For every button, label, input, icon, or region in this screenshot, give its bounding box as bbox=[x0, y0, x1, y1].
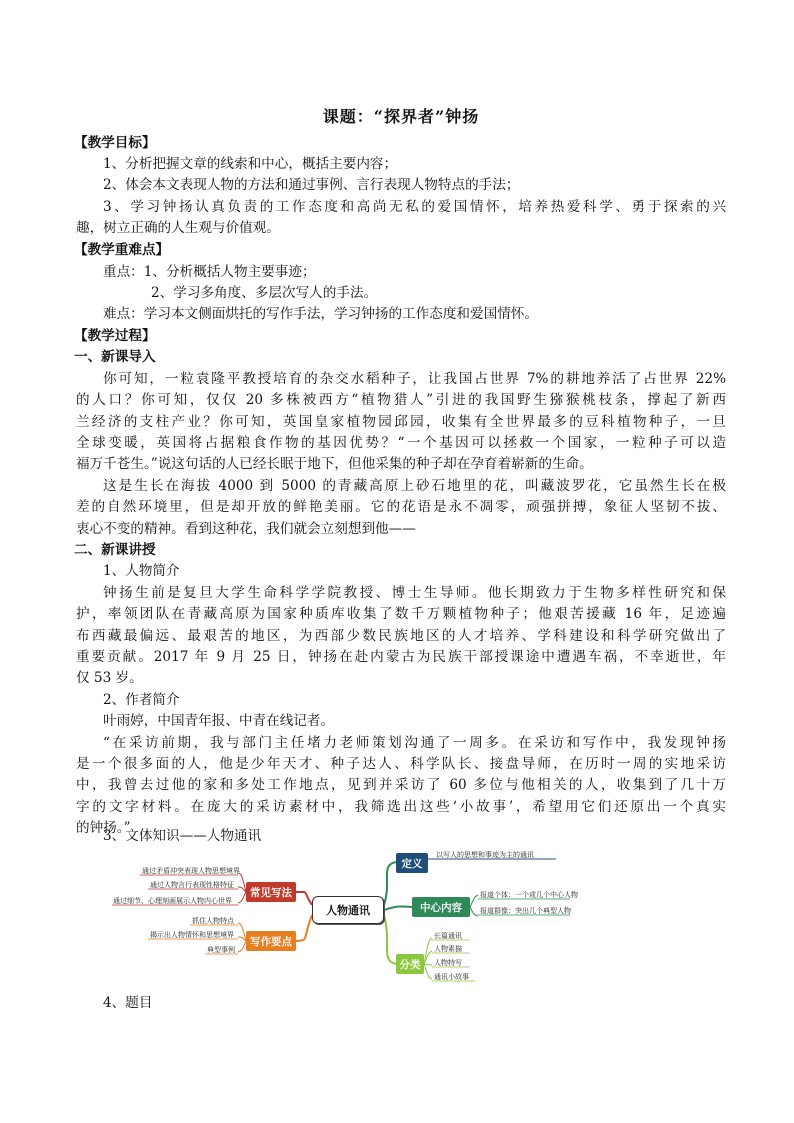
mindmap-essentials-node: 写作要点 bbox=[246, 931, 296, 951]
intro-line-5: 福万千苍生。”说这句话的人已经长眠于地下，但他采集的种子却在孕育着崭新的生命。 bbox=[76, 456, 593, 472]
mindmap-core-leaf-2: 报道群像：突出几个典型人物 bbox=[480, 907, 571, 915]
quote-line-2: 是一个很多面的人，他是少年天才、种子达人、科学队长、接盘导师，在历时一周的实地采访 bbox=[76, 756, 726, 772]
author-heading: 2、作者简介 bbox=[103, 692, 180, 708]
keypoints-heading: 【教学重难点】 bbox=[74, 242, 170, 258]
goal-2: 2、体会本文表现人物的方法和通过事例、言行表现人物特点的手法； bbox=[103, 177, 520, 193]
mindmap-essentials-leaf-1: 抓住人物特点 bbox=[192, 917, 234, 925]
section1-heading: 一、新课导入 bbox=[74, 349, 156, 365]
quote-line-1: “在采访前期，我与部门主任堵力老师策划沟通了一周多。在采访和写作中，我发现钟扬 bbox=[103, 735, 726, 751]
profile-line-3: 布西藏最偏远、最艰苦的地区，为西部少数民族地区的人才培养、学科建设和科学研究做出了 bbox=[76, 628, 726, 644]
mindmap-methods-leaf-1: 通过矛盾冲突表现人物思想境界 bbox=[142, 867, 240, 875]
intro-line-3: 兰经济的支柱产业？你可知，英国皇家植物园邱园，收集有全世界最多的豆科植物种子，一旦 bbox=[76, 414, 726, 430]
mindmap-types-node: 分类 bbox=[396, 954, 424, 974]
intro-line-2: 的人口？你可知，仅仅 20 多株被西方“植物猎人”引进的我国野生猕猴桃枝条，撑起了新西 bbox=[76, 392, 726, 408]
goal-3: 3、学习钟扬认真负责的工作态度和高尚无私的爱国情怀，培养热爱科学、勇于探索的兴 bbox=[103, 199, 726, 215]
goals-heading: 【教学目标】 bbox=[74, 135, 156, 151]
mindmap-methods-node: 常见写法 bbox=[246, 882, 296, 902]
profile-line-5: 仅 53 岁。 bbox=[76, 670, 143, 686]
profile-line-1: 钟扬生前是复旦大学生命科学学院教授、博士生导师。他长期致力于生物多样性研究和保 bbox=[103, 585, 726, 601]
genre-heading: 3、文体知识——人物通讯 bbox=[103, 828, 262, 844]
mindmap-methods-leaf-2: 通过人物言行表现性格特征 bbox=[150, 881, 234, 889]
mindmap-types-leaf-3: 人物特写 bbox=[434, 959, 462, 967]
keypoint-focus: 重点：1、分析概括人物主要事迹； bbox=[103, 264, 316, 280]
mindmap-center-node: 人物通讯 bbox=[312, 896, 384, 924]
page-title: 课题：“探界者”钟扬 bbox=[322, 107, 480, 126]
profile-line-4: 重要贡献。2017 年 9 月 25 日，钟扬在赴内蒙古为民族干部授课途中遭遇车祸，不幸逝世，年 bbox=[76, 649, 726, 665]
goal-3-cont: 趣，树立正确的人生观与价值观。 bbox=[76, 220, 280, 236]
mindmap-core-leaf-1: 报道个体：一个或几个中心人物 bbox=[480, 891, 578, 899]
keypoint-focus-2: 2、学习多角度、多层次写人的手法。 bbox=[151, 285, 378, 301]
quote-line-3: 中，我曾去过他的家和多处工作地点，见到并采访了 60 多位与他相关的人，收集到了几十万 bbox=[76, 777, 726, 793]
mindmap-core-node: 中心内容 bbox=[412, 897, 470, 917]
mindmap-types-leaf-2: 人物素描 bbox=[434, 945, 462, 953]
process-heading: 【教学过程】 bbox=[74, 328, 156, 344]
mindmap-types-leaf-4: 通讯小故事 bbox=[434, 973, 469, 981]
mindmap-methods-leaf-3: 通过细节、心理刻画展示人物内心世界 bbox=[113, 897, 232, 905]
profile-line-2: 护，率领团队在青藏高原为国家种质库收集了数千万颗植物种子；他艰苦援藏 16 年，足迹遍 bbox=[76, 606, 726, 622]
section2-heading: 二、新课讲授 bbox=[74, 542, 156, 558]
profile-heading: 1、人物简介 bbox=[103, 563, 180, 579]
intro-line-4: 全球变暖，英国将占据粮食作物的基因优势？“一个基因可以拯救一个国家，一粒种子可以造 bbox=[76, 435, 726, 451]
flower-line-2: 差的自然环境里，但是却开放的鲜艳美丽。它的花语是永不凋零，顽强拼搏，象征人坚韧不拔、 bbox=[76, 499, 726, 515]
keypoint-difficulty: 难点：学习本文侧面烘托的写作手法，学习钟扬的工作态度和爱国情怀。 bbox=[103, 306, 538, 322]
topic-heading: 4、题目 bbox=[103, 995, 153, 1011]
mindmap-types-leaf-1: 长篇通讯 bbox=[434, 932, 462, 940]
quote-line-5: 的钟扬。” bbox=[76, 820, 131, 836]
quote-line-4: 字的文字材料。在庞大的采访素材中，我筛选出这些‘小故事’，希望用它们还原出一个真实 bbox=[76, 799, 726, 815]
flower-line-1: 这是生长在海拔 4000 到 5000 的青藏高原上砂石地里的花，叫藏波罗花，它虽然生长在极 bbox=[103, 478, 726, 494]
mindmap-definition-leaf: 以写人的思想和事迹为主的通讯 bbox=[436, 851, 534, 859]
mindmap-essentials-leaf-3: 典型事例 bbox=[207, 946, 235, 954]
goal-1: 1、分析把握文章的线索和中心，概括主要内容； bbox=[103, 156, 398, 172]
flower-line-3: 衷心不变的精神。看到这种花，我们就会立刻想到他—— bbox=[76, 521, 416, 537]
mindmap-definition-node: 定义 bbox=[396, 853, 428, 873]
mindmap-essentials-leaf-2: 揭示出人物情怀和思想境界 bbox=[150, 931, 234, 939]
author-line: 叶雨婷，中国青年报、中青在线记者。 bbox=[103, 713, 335, 729]
intro-line-1: 你可知，一粒袁隆平教授培育的杂交水稻种子，让我国占世界 7%的耕地养活了占世界 22% bbox=[103, 371, 726, 387]
